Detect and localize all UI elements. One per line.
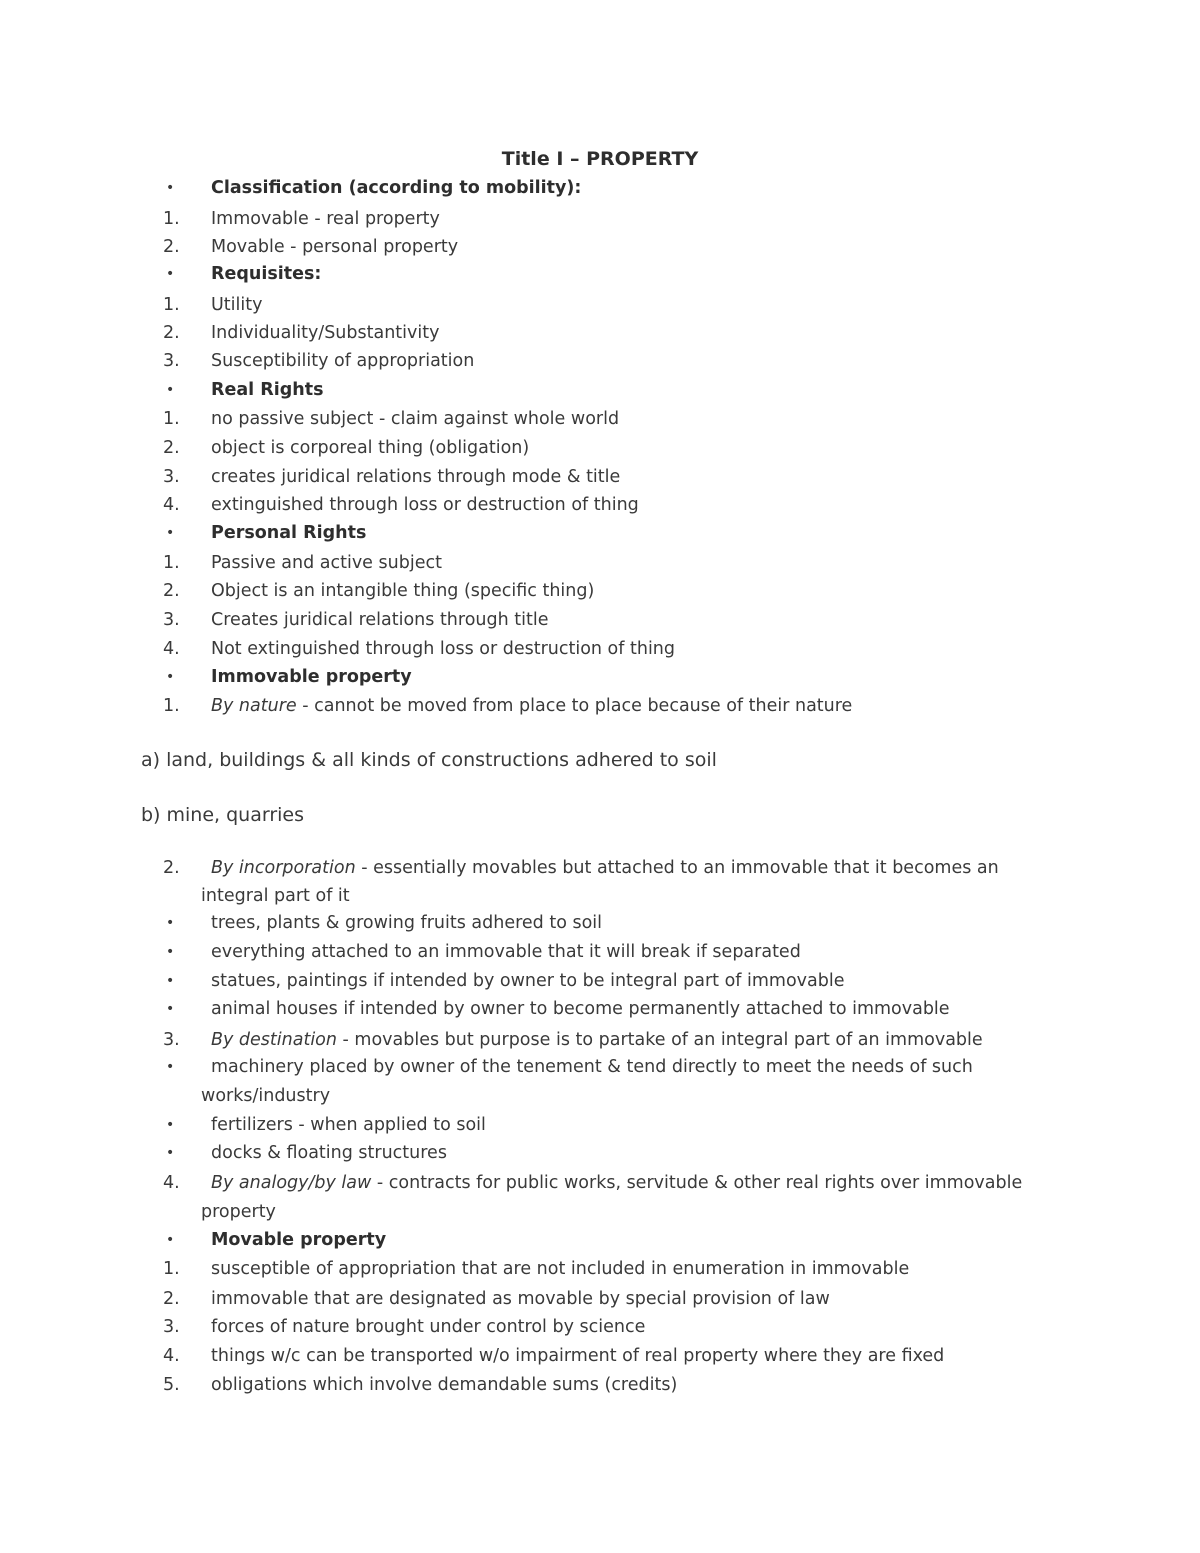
bullet-marker: • [166, 669, 175, 685]
list-item-text: trees, plants & growing fruits adhered to soil [211, 913, 603, 933]
list-item-text [211, 1029, 983, 1051]
list-item-text [211, 1172, 1022, 1194]
number-marker: 1. [163, 1259, 180, 1279]
number-marker: 1. [163, 209, 180, 229]
bullet-marker: • [166, 382, 175, 398]
list-item-text: no passive subject - claim against whole world [211, 409, 620, 429]
number-marker: 1. [163, 409, 180, 429]
emphasis-term: By nature [211, 696, 297, 716]
list-item-text: fertilizers - when applied to soil [211, 1115, 486, 1135]
bullet-marker: • [166, 915, 175, 931]
list-item-text: things w/c can be transported w/o impairment of real property where they are fixed [211, 1346, 945, 1366]
number-marker: 2. [163, 1289, 180, 1309]
number-marker: 5. [163, 1375, 180, 1395]
number-marker: 2. [163, 438, 180, 458]
number-marker: 3. [163, 467, 180, 487]
section-heading-text: Personal Rights [211, 523, 367, 543]
list-item-text: everything attached to an immovable that it will break if separated [211, 942, 801, 962]
list-item-text: creates juridical relations through mode & title [211, 467, 621, 487]
number-marker: 4. [163, 495, 180, 515]
document-title: Title I – PROPERTY [501, 148, 699, 170]
list-item-text: Susceptibility of appropriation [211, 351, 475, 371]
bullet-marker: • [166, 1059, 175, 1075]
bullet-marker: • [166, 1145, 175, 1161]
number-marker: 3. [163, 351, 180, 371]
list-item-text: Not extinguished through loss or destruction of thing [211, 639, 676, 659]
list-item-text: extinguished through loss or destruction of thing [211, 495, 639, 515]
number-marker: 2. [163, 323, 180, 343]
list-item-text: Creates juridical relations through title [211, 610, 549, 630]
section-heading-text: Classification (according to mobility): [211, 178, 582, 198]
section-heading-text: Movable property [211, 1230, 387, 1250]
continuation-text: works/industry [201, 1086, 331, 1106]
number-marker: 2. [163, 581, 180, 601]
bullet-marker: • [166, 180, 175, 196]
list-item-text: animal houses if intended by owner to become permanently attached to immovable [211, 999, 950, 1019]
list-item-text: docks & floating structures [211, 1143, 447, 1163]
bullet-marker: • [166, 1117, 175, 1133]
continuation-text: property [201, 1202, 276, 1222]
list-item-text: Movable - personal property [211, 237, 459, 257]
number-marker: 3. [163, 610, 180, 630]
paragraph: a) land, buildings & all kinds of constructions adhered to soil [141, 749, 717, 771]
list-item-text: susceptible of appropriation that are not included in enumeration in immovable [211, 1259, 910, 1279]
bullet-marker: • [166, 973, 175, 989]
list-item-text [211, 857, 999, 879]
number-marker: 3. [163, 1030, 180, 1050]
emphasis-term: By incorporation [211, 858, 356, 878]
section-heading-text: Immovable property [211, 667, 412, 687]
emphasis-term: By destination [211, 1030, 337, 1050]
section-heading-text: Requisites: [211, 264, 322, 284]
bullet-marker: • [166, 525, 175, 541]
emphasis-term: By analogy/by law [211, 1173, 372, 1193]
bullet-marker: • [166, 944, 175, 960]
number-marker: 1. [163, 696, 180, 716]
bullet-marker: • [166, 1232, 175, 1248]
number-marker: 1. [163, 553, 180, 573]
bullet-marker: • [166, 1001, 175, 1017]
list-item-description: - essentially movables but attached to an immovable that it becomes an [355, 858, 999, 878]
number-marker: 4. [163, 1173, 180, 1193]
list-item-text: Immovable - real property [211, 209, 440, 229]
section-heading-text: Real Rights [211, 380, 324, 400]
list-item-description: - cannot be moved from place to place because of their nature [296, 696, 853, 716]
list-item-text: Individuality/Substantivity [211, 323, 440, 343]
list-item-text: Passive and active subject [211, 553, 442, 573]
list-item-text: obligations which involve demandable sums (credits) [211, 1375, 678, 1395]
number-marker: 1. [163, 295, 180, 315]
number-marker: 3. [163, 1317, 180, 1337]
list-item-text: Utility [211, 295, 263, 315]
list-item-description: - contracts for public works, servitude & other real rights over immovable [371, 1173, 1023, 1193]
list-item-text: statues, paintings if intended by owner to be integral part of immovable [211, 971, 845, 991]
list-item-text: object is corporeal thing (obligation) [211, 438, 530, 458]
list-item-description: - movables but purpose is to partake of an integral part of an immovable [336, 1030, 983, 1050]
list-item-text: Object is an intangible thing (specific thing) [211, 581, 595, 601]
number-marker: 4. [163, 639, 180, 659]
paragraph: b) mine, quarries [141, 804, 305, 826]
continuation-text: integral part of it [201, 886, 350, 906]
bullet-marker: • [166, 266, 175, 282]
list-item-text: machinery placed by owner of the tenement & tend directly to meet the needs of such [211, 1057, 973, 1077]
list-item-text [211, 695, 852, 717]
list-item-text: immovable that are designated as movable by special provision of law [211, 1289, 830, 1309]
list-item-text: forces of nature brought under control by science [211, 1317, 646, 1337]
number-marker: 2. [163, 858, 180, 878]
number-marker: 2. [163, 237, 180, 257]
number-marker: 4. [163, 1346, 180, 1366]
